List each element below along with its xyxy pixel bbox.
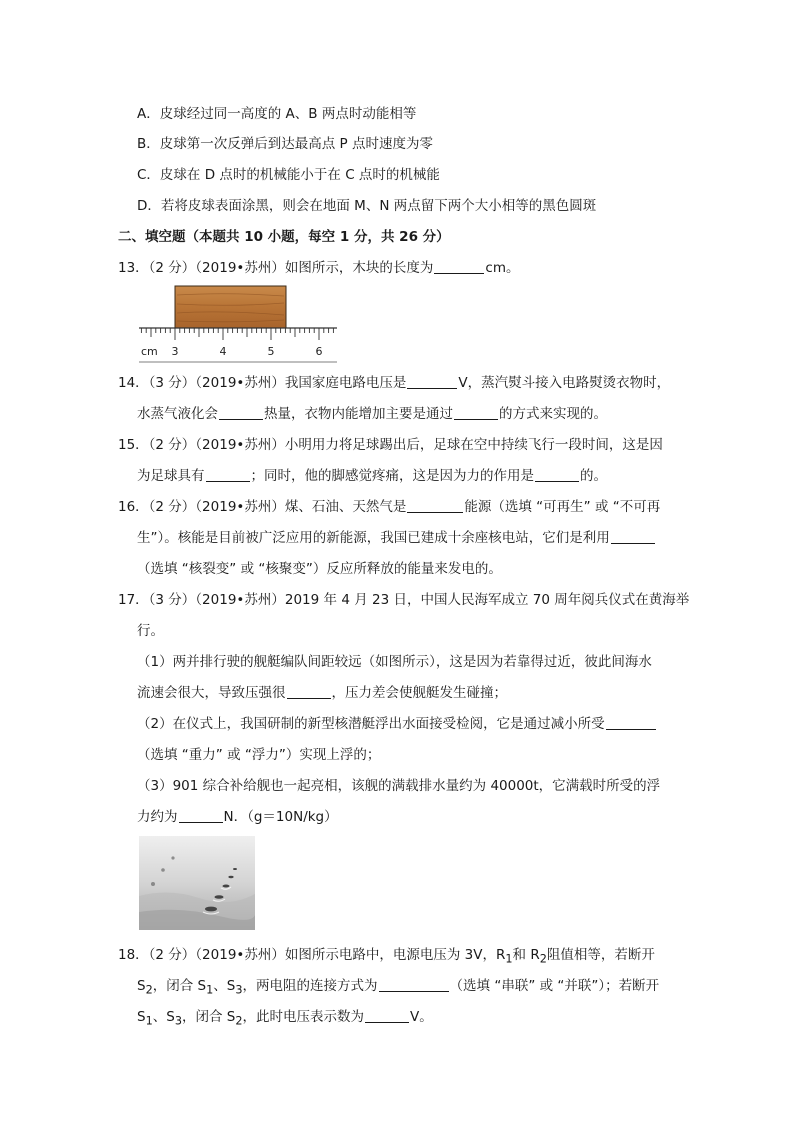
question-16-line-3: （选填 “核裂变” 或 “核聚变”）反应所释放的能量来发电的。: [137, 561, 502, 577]
q17-text: 力约为: [137, 809, 178, 825]
question-16-line-2: [137, 528, 656, 548]
answer-blank: [407, 498, 463, 513]
q17-text: （2）在仪式上，我国研制的新型核潜艇浮出水面接受检阅，它是通过减小所受: [137, 716, 605, 732]
ruler-tick-label: 3: [171, 345, 179, 358]
q17-text: 流速会很大，导致压强很: [137, 685, 286, 701]
question-14: [118, 373, 670, 393]
answer-blank: [535, 467, 579, 482]
answer-blank: [287, 684, 331, 699]
option-a: A．皮球经过同一高度的 A、B 两点时动能相等: [137, 106, 417, 122]
q15-text: ；同时，他的脚感觉疼痛，这是因为力的作用是: [250, 468, 534, 484]
q14-text: V，蒸汽熨斗接入电路熨烫衣物时，: [458, 375, 671, 391]
ruler-tick-label: 4: [219, 345, 227, 358]
q13-text: 13．（2 分）（2019•苏州）如图所示，木块的长度为: [118, 260, 434, 276]
question-13: [118, 258, 519, 278]
question-16: [118, 497, 660, 517]
q18-text: 18．（2 分）（2019•苏州）如图所示电路中，电源电压为 3V，R: [118, 947, 506, 963]
question-17: 17．（3 分）（2019•苏州）2019 年 4 月 23 日，中国人民海军成立 70 周年阅兵仪式在黄海举: [118, 592, 690, 608]
answer-blank: [379, 977, 449, 992]
subscript: 2: [539, 952, 547, 966]
warships-photo: [139, 836, 255, 930]
ruler-unit-label: cm: [141, 345, 158, 358]
question-18: [118, 945, 655, 970]
section-title: 二、填空题（本题共 10 小题，每空 1 分，共 26 分）: [118, 229, 450, 245]
q14-text: 水蒸气液化会: [137, 406, 218, 422]
q14-text: 14．（3 分）（2019•苏州）我国家庭电路电压是: [118, 375, 407, 391]
q15-text: 的。: [580, 468, 607, 484]
q18-text: ，此时电压表示数为: [242, 1009, 365, 1025]
q18-text: 阻值相等，若断开: [546, 947, 655, 963]
answer-blank: [219, 405, 263, 420]
q17-text: ，压力差会使舰艇发生碰撞；: [331, 685, 507, 701]
question-15-line-2: [137, 466, 607, 486]
question-15: 15．（2 分）（2019•苏州）小明用力将足球踢出后，足球在空中持续飞行一段时间，这是因: [118, 437, 663, 453]
answer-blank: [606, 715, 656, 730]
ruler-tick-label: 6: [315, 345, 323, 358]
question-17-part-2: [137, 714, 657, 734]
q17-text: N．（g＝10N/kg）: [223, 809, 338, 825]
option-b: B．皮球第一次反弹后到达最高点 P 点时速度为零: [137, 136, 433, 152]
q13-unit: cm。: [485, 260, 520, 276]
q18-text: ，闭合 S: [152, 978, 207, 994]
q18-text: 、S: [152, 1009, 175, 1025]
subscript: 1: [145, 1014, 153, 1028]
q14-text: 热量，衣物内能增加主要是通过: [264, 406, 453, 422]
subscript: 3: [235, 983, 243, 997]
q18-text: S: [137, 978, 146, 994]
q18-text: 、S: [213, 978, 236, 994]
q16-text: 16．（2 分）（2019•苏州）煤、石油、天然气是: [118, 499, 407, 515]
q16-text: 生”）。核能是目前被广泛应用的新能源，我国已建成十余座核电站，它们是利用: [137, 530, 610, 546]
answer-blank: [179, 808, 223, 823]
subscript: 2: [235, 1014, 243, 1028]
q15-text: 为足球具有: [137, 468, 205, 484]
question-17-part-3-line-2: [137, 807, 338, 827]
answer-blank: [206, 467, 250, 482]
q18-text: ，两电阻的连接方式为: [242, 978, 378, 994]
question-18-line-3: [137, 1007, 433, 1032]
subscript: 2: [145, 983, 153, 997]
q16-text: 能源（选填 “可再生” 或 “不可再: [464, 499, 661, 515]
subscript: 1: [206, 983, 214, 997]
answer-blank: [407, 374, 457, 389]
question-14-line-2: [137, 404, 607, 424]
answer-blank: [434, 259, 484, 274]
question-17-part-3: （3）901 综合补给舰也一起亮相，该舰的满载排水量约为 40000t，它满载时所受的浮: [137, 778, 661, 794]
ruler-figure: [137, 282, 342, 366]
question-18-line-2: [137, 976, 659, 1001]
option-d: D．若将皮球表面涂黑，则会在地面 M、N 两点留下两个大小相等的黑色圆斑: [137, 198, 597, 214]
option-c: C．皮球在 D 点时的机械能小于在 C 点时的机械能: [137, 167, 440, 183]
question-17-part-1-line-2: [137, 683, 507, 703]
question-17-part-1: （1）两并排行驶的舰艇编队间距较远（如图所示），这是因为若靠得过近，彼此间海水: [137, 654, 652, 670]
answer-blank: [611, 529, 655, 544]
q18-text: V。: [410, 1009, 433, 1025]
ruler-tick-label: 5: [267, 345, 275, 358]
subscript: 3: [174, 1014, 182, 1028]
q18-text: （选填 “串联” 或 “并联”）；若断开: [449, 978, 660, 994]
q18-text: ，闭合 S: [182, 1009, 236, 1025]
q18-text: 和 R: [512, 947, 540, 963]
question-17-line-2: 行。: [137, 623, 164, 639]
question-17-part-2-line-2: （选填 “重力” 或 “浮力”）实现上浮的；: [137, 747, 381, 763]
answer-blank: [454, 405, 498, 420]
answer-blank: [365, 1008, 409, 1023]
q14-text: 的方式来实现的。: [499, 406, 607, 422]
q18-text: S: [137, 1009, 146, 1025]
subscript: 1: [505, 952, 513, 966]
